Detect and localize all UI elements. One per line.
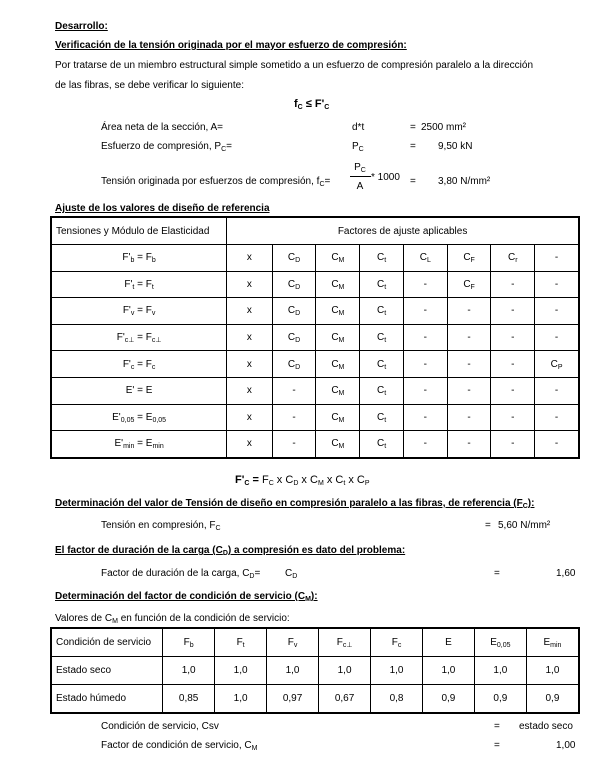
- factor-cell: $C_M$: [316, 431, 360, 458]
- factor-cell: -: [447, 351, 491, 378]
- row-label: $F'_v = F_v$: [51, 298, 227, 325]
- cm-value-cell: 1,0: [526, 657, 579, 685]
- force-label: Esfuerzo de compresión, $P_C=$: [101, 141, 232, 153]
- table-row: [51, 404, 579, 431]
- fraction-bar: [350, 176, 371, 177]
- factor-cell: $C_P$: [535, 351, 579, 378]
- cm-value-cell: 1,0: [319, 657, 371, 685]
- cm-header-condition: Condición de servicio: [51, 628, 163, 657]
- area-equals: =: [410, 122, 416, 133]
- compression-stress-label: Tensión en compresión, $F_C$: [101, 520, 221, 532]
- factor-cell: $C_D$: [272, 298, 316, 325]
- factor-cell: -: [403, 324, 447, 351]
- row-label: E' = E: [51, 377, 227, 404]
- factor-cell: -: [535, 298, 579, 325]
- adjustment-factors-table: [50, 216, 580, 459]
- factor-cell: x: [227, 404, 272, 431]
- factor-cell: -: [447, 377, 491, 404]
- factor-cell: -: [272, 377, 316, 404]
- factor-cell: -: [491, 271, 535, 298]
- cm-value-cell: 1,0: [474, 657, 526, 685]
- cm-values-intro: Valores de $C_M$ en función de la condición de servicio:: [55, 613, 290, 625]
- compression-stress-equals: =: [485, 520, 491, 531]
- factor-cell: $C_t$: [360, 298, 404, 325]
- cm-value-cell: 0,8: [371, 685, 423, 714]
- factor-cell: -: [535, 245, 579, 272]
- csv-value: estado seco: [519, 721, 573, 732]
- cm-header-cell: $E_{min}$: [526, 628, 579, 657]
- paragraph-line-2: de las fibras, se debe verificar lo siguiente:: [55, 80, 244, 91]
- factor-cell: x: [227, 324, 272, 351]
- factor-cell: -: [491, 298, 535, 325]
- row-label: $E'_{0,05} = E_{0,05}$: [51, 404, 227, 431]
- table-row: [51, 351, 579, 378]
- section-title-service-condition: Determinación del factor de condición de servicio $(C_M)$:: [55, 591, 318, 603]
- cm-header-cell: $F_v$: [267, 628, 319, 657]
- factor-cell: -: [272, 431, 316, 458]
- stress-label: Tensión originada por esfuerzos de compresión, $f_C=$: [101, 176, 331, 188]
- factor-cell: x: [227, 271, 272, 298]
- factor-cell: $C_r$: [491, 245, 535, 272]
- factor-cell: $C_L$: [403, 245, 447, 272]
- cm-value-cell: 0,9: [526, 685, 579, 714]
- load-duration-value: 1,60: [556, 568, 576, 579]
- load-duration-label: Factor de duración de la carga, $C_D=$: [101, 568, 261, 580]
- factor-cell: -: [535, 404, 579, 431]
- factor-cell: $C_D$: [272, 324, 316, 351]
- factor-cell: -: [447, 324, 491, 351]
- cm-value-cell: 1,0: [163, 657, 215, 685]
- table-row: [51, 245, 579, 272]
- factor-cell: -: [535, 377, 579, 404]
- table-row: [51, 271, 579, 298]
- section-title-load-duration: El factor de duración de la carga $(C_D)$ a compresión es dato del problema:: [55, 545, 406, 557]
- factor-cell: -: [403, 298, 447, 325]
- cm-value-cell: 1,0: [422, 657, 474, 685]
- condition-name: Estado seco: [51, 657, 163, 685]
- factor-cell: $C_D$: [272, 351, 316, 378]
- table-row: [51, 431, 579, 458]
- row-label: $F'_b = F_b$: [51, 245, 227, 272]
- col-header-stresses: Tensiones y Módulo de Elasticidad: [51, 217, 227, 245]
- area-expression: d*t: [352, 122, 365, 133]
- factor-cell: $C_D$: [272, 245, 316, 272]
- factor-cell: -: [535, 431, 579, 458]
- factor-cell: -: [447, 431, 491, 458]
- factor-cell: -: [491, 404, 535, 431]
- cm-header-cell: $F_b$: [163, 628, 215, 657]
- stress-value: 3,80 N/mm²: [438, 176, 491, 187]
- page-heading: Desarrollo:: [55, 21, 108, 32]
- factor-cell: $C_M$: [316, 377, 360, 404]
- cm-header-cell: $F_{c\perp}$: [319, 628, 371, 657]
- cm-value-cell: 0,9: [422, 685, 474, 714]
- csv-equals: =: [494, 721, 500, 732]
- factor-cell: $C_F$: [447, 245, 491, 272]
- cm-value-cell: 1,0: [215, 685, 267, 714]
- cm-value-cell: 0,85: [163, 685, 215, 714]
- factor-cell: -: [491, 431, 535, 458]
- fraction-multiplier: * 1000: [371, 172, 400, 183]
- force-expression: $P_C$: [352, 141, 364, 153]
- service-condition-table: [50, 627, 580, 714]
- factor-cell: -: [535, 324, 579, 351]
- factor-cell: -: [491, 324, 535, 351]
- factor-cell: x: [227, 298, 272, 325]
- factor-cell: -: [272, 404, 316, 431]
- cm-value-cell: 0,9: [474, 685, 526, 714]
- factor-cell: -: [491, 377, 535, 404]
- area-value: 2500 mm²: [421, 122, 467, 133]
- factor-cell: -: [403, 377, 447, 404]
- cm-header-cell: $F_t$: [215, 628, 267, 657]
- factor-cell: $C_M$: [316, 404, 360, 431]
- table-row: [51, 298, 579, 325]
- factor-cell: $C_t$: [360, 245, 404, 272]
- cm-factor-value: 1,00: [556, 740, 576, 751]
- verification-formula: $f_C \le F'_C$: [294, 98, 330, 111]
- factor-cell: $C_t$: [360, 351, 404, 378]
- factor-cell: $C_F$: [447, 271, 491, 298]
- factor-cell: -: [403, 404, 447, 431]
- cm-header-cell: $E_{0,05}$: [474, 628, 526, 657]
- table-row: [51, 377, 579, 404]
- factor-cell: x: [227, 245, 272, 272]
- compression-stress-value: 5,60 N/mm²: [498, 520, 551, 531]
- factor-cell: x: [227, 351, 272, 378]
- adjust-title: Ajuste de los valores de diseño de referencia: [55, 203, 270, 214]
- factor-cell: -: [403, 271, 447, 298]
- factor-cell: -: [447, 298, 491, 325]
- factor-cell: x: [227, 431, 272, 458]
- factor-cell: $C_t$: [360, 404, 404, 431]
- area-label: Área neta de la sección, A=: [101, 122, 224, 133]
- stress-equals: =: [410, 176, 416, 187]
- cm-factor-equals: =: [494, 740, 500, 751]
- cm-header-cell: $F_c$: [371, 628, 423, 657]
- cm-value-cell: 0,67: [319, 685, 371, 714]
- csv-label: Condición de servicio, Csv: [101, 721, 219, 732]
- row-label: $F'_c = F_c$: [51, 351, 227, 378]
- factor-cell: $C_D$: [272, 271, 316, 298]
- factor-cell: $C_t$: [360, 271, 404, 298]
- factor-cell: x: [227, 377, 272, 404]
- section-title-verification: Verificación de la tensión originada por el mayor esfuerzo de compresión:: [55, 40, 407, 51]
- cm-value-cell: 1,0: [267, 657, 319, 685]
- factor-cell: $C_t$: [360, 431, 404, 458]
- factor-cell: -: [447, 404, 491, 431]
- cm-header-cell: E: [422, 628, 474, 657]
- factor-cell: -: [403, 351, 447, 378]
- table-row: [51, 324, 579, 351]
- factor-cell: $C_M$: [316, 324, 360, 351]
- load-duration-equals: =: [494, 568, 500, 579]
- row-label: $F'_t = F_t$: [51, 271, 227, 298]
- factor-cell: $C_M$: [316, 271, 360, 298]
- paragraph-line-1: Por tratarse de un miembro estructural simple sometido a un esfuerzo de compresión paralelo a la dirección: [55, 60, 534, 71]
- force-equals: =: [410, 141, 416, 152]
- factor-cell: $C_M$: [316, 298, 360, 325]
- section-title-reference-stress: Determinación del valor de Tensión de diseño en compresión paralelo a las fibras, de referencia $(F_C)$:: [55, 498, 535, 510]
- factor-cell: $C_t$: [360, 377, 404, 404]
- load-duration-expression: $C_D$: [285, 568, 298, 580]
- cm-value-cell: 1,0: [371, 657, 423, 685]
- table-row: [51, 685, 579, 714]
- factor-cell: -: [403, 431, 447, 458]
- condition-name: Estado húmedo: [51, 685, 163, 714]
- fraction-denominator: A: [356, 181, 364, 192]
- factor-cell: -: [491, 351, 535, 378]
- table-row: [51, 657, 579, 685]
- factor-cell: $C_t$: [360, 324, 404, 351]
- cm-value-cell: 1,0: [215, 657, 267, 685]
- factor-cell: -: [535, 271, 579, 298]
- row-label: $E'_{min} = E_{min}$: [51, 431, 227, 458]
- row-label: $F'_{c\perp} = F_{c\perp}$: [51, 324, 227, 351]
- fraction-numerator: $P_C$: [354, 162, 366, 174]
- force-value: 9,50 kN: [438, 141, 473, 152]
- adjust-formula: $F'_C = F_C$ x $C_D$ x $C_M$ x $C_t$ x $C_P$: [235, 474, 370, 487]
- factor-cell: $C_M$: [316, 245, 360, 272]
- cm-value-cell: 0,97: [267, 685, 319, 714]
- cm-factor-label: Factor de condición de servicio, $C_M$: [101, 740, 258, 752]
- factor-cell: $C_M$: [316, 351, 360, 378]
- col-header-factors: Factores de ajuste aplicables: [227, 217, 579, 245]
